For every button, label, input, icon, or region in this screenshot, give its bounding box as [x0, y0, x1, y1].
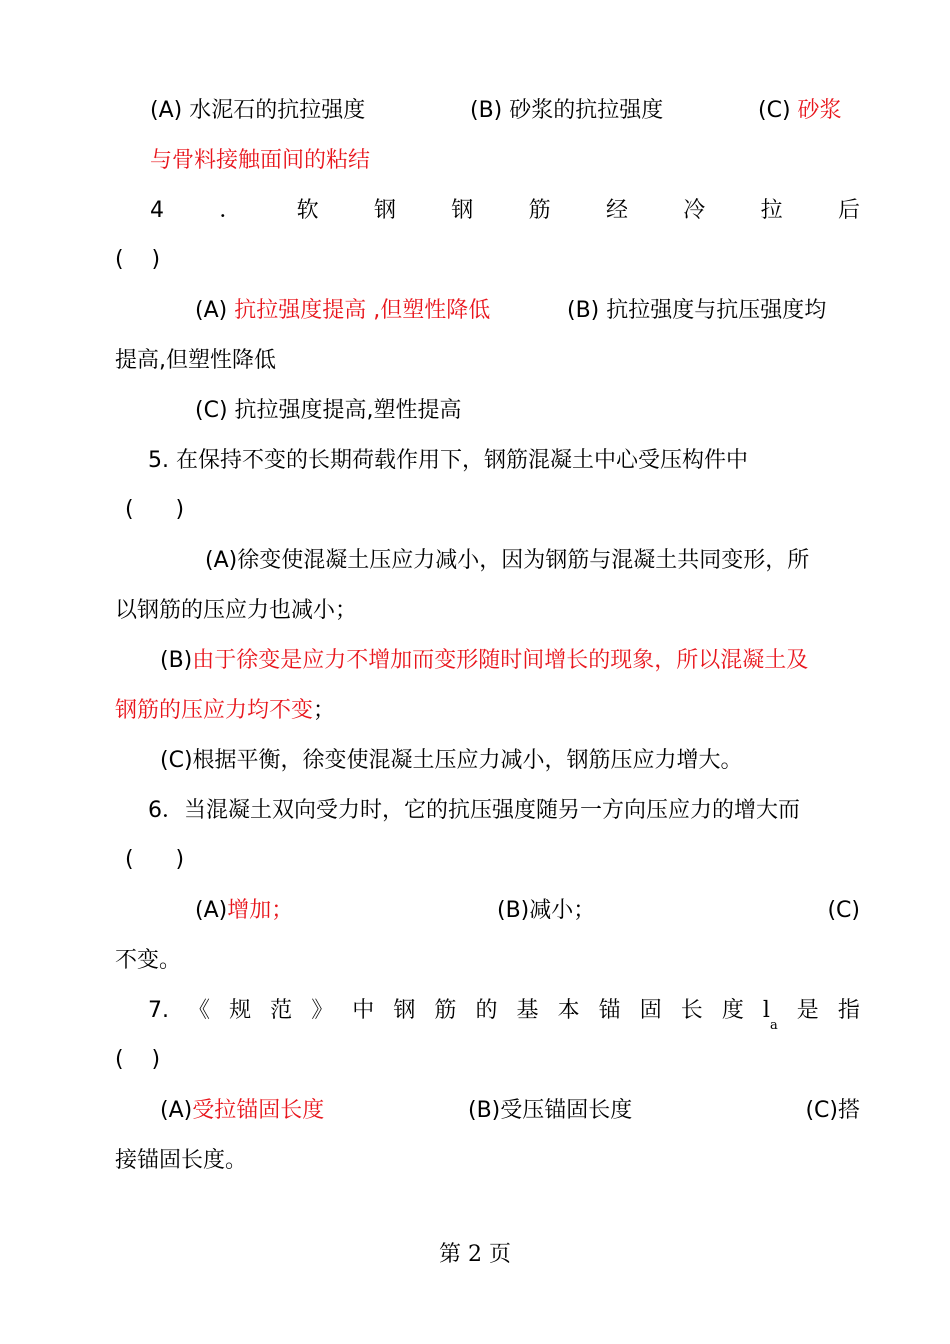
q7-options-line	[160, 1096, 860, 1126]
q3-option-c-prefix: (C)	[758, 98, 798, 123]
q5-question: 5. 在保持不变的长期荷载作用下，钢筋混凝土中心受压构件中	[148, 448, 748, 473]
q7-char: 规	[229, 998, 252, 1023]
q5-option-a: (A)徐变使混凝土压应力减小，因为钢筋与混凝土共同变形，所	[205, 548, 810, 573]
q6-option-c-text: 不变。	[115, 948, 182, 973]
q5-option-a-continuation: 以钢筋的压应力也减小；	[115, 598, 358, 623]
q7-option-a-answer: 受拉锚固长度	[192, 1098, 325, 1123]
q5-option-b-answer: 由于徐变是应力不增加而变形随时间增长的现象，所以混凝土及	[192, 648, 809, 673]
q6-option-a-answer: 增加；	[227, 898, 294, 923]
q7-char: 长	[680, 998, 703, 1023]
q3-options-line	[150, 96, 860, 126]
q7-option-b: (B)受压锚固长度	[468, 1098, 633, 1123]
q4-char: 拉	[760, 198, 783, 223]
q7-char: 7.	[148, 998, 169, 1023]
q6-option-a	[195, 896, 293, 926]
q4-option-ab-line	[195, 296, 860, 326]
q3-option-c	[758, 96, 842, 126]
q7-answer-blank: ( )	[115, 1047, 161, 1072]
q5-option-b-answer-cont: 钢筋的压应力均不变	[115, 698, 314, 723]
q7-char: 基	[516, 998, 539, 1023]
q5-answer-blank: ( )	[125, 497, 185, 522]
q7-char: 钢	[393, 998, 416, 1023]
q4-option-a-answer: 抗拉强度提高 ,但塑性降低	[234, 298, 491, 323]
q7-char: 是	[796, 998, 819, 1023]
q5-option-c: (C)根据平衡，徐变使混凝土压应力减小，钢筋压应力增大。	[160, 748, 743, 773]
q7-option-c: (C)搭	[805, 1098, 860, 1123]
q4-char: 冷	[683, 198, 706, 223]
q4-option-b: (B) 抗拉强度与抗压强度均	[567, 298, 827, 323]
q7-char: 》	[311, 998, 334, 1023]
q3-option-b: (B) 砂浆的抗拉强度	[470, 98, 664, 123]
q7-char: 度	[721, 998, 744, 1023]
q4-char: 钢	[451, 198, 474, 223]
q7-char: 本	[557, 998, 580, 1023]
q7-char: 的	[475, 998, 498, 1023]
q4-char: 4	[150, 198, 164, 223]
q7-char: 《	[188, 998, 211, 1023]
q4-char: 钢	[373, 198, 396, 223]
q6-options-line	[195, 896, 860, 926]
q6-option-b: (B)减小；	[497, 898, 596, 923]
q3-option-c-answer: 砂浆	[797, 98, 842, 123]
q5-option-b-end: ；	[313, 698, 336, 723]
q7-char: 指	[837, 998, 860, 1023]
q4-answer-blank: ( )	[115, 247, 161, 272]
q7-question	[148, 996, 860, 1033]
q4-option-a	[195, 296, 490, 326]
q4-char: 后	[837, 198, 860, 223]
q3-option-c-continuation: 与骨料接触面间的粘结	[150, 148, 371, 173]
q7-char: 范	[270, 998, 293, 1023]
q7-symbol: l	[762, 998, 770, 1023]
q5-option-b-label: (B)	[160, 648, 193, 673]
q7-option-a	[160, 1096, 324, 1126]
q4-char: 软	[296, 198, 319, 223]
q4-char: ．	[219, 198, 242, 223]
q7-char: 固	[639, 998, 662, 1023]
q4-char: 经	[605, 198, 628, 223]
q3-option-a: (A) 水泥石的抗拉强度	[150, 98, 366, 123]
q7-char: 中	[352, 998, 375, 1023]
q6-option-c-label: (C)	[827, 898, 860, 923]
page-number: 第 2 页	[439, 1242, 511, 1267]
q5-option-b	[160, 646, 808, 676]
q6-option-a-label: (A)	[195, 898, 228, 923]
q7-char: 锚	[598, 998, 621, 1023]
q7-option-c-continuation: 接锚固长度。	[115, 1148, 248, 1173]
q4-option-a-label: (A)	[195, 298, 235, 323]
q7-char: 筋	[434, 998, 457, 1023]
q4-question	[150, 196, 860, 226]
q7-symbol-subscript: a	[769, 1018, 778, 1033]
q5-option-b-continuation	[115, 696, 335, 726]
q6-answer-blank: ( )	[125, 847, 185, 872]
q7-option-a-label: (A)	[160, 1098, 193, 1123]
q6-question: 6．当混凝土双向受力时，它的抗压强度随另一方向压应力的增大而	[148, 798, 800, 823]
q4-option-c: (C) 抗拉强度提高,塑性提高	[195, 398, 462, 423]
q4-option-b-continuation: 提高,但塑性降低	[115, 348, 276, 373]
q4-char: 筋	[528, 198, 551, 223]
q7-anchor-length-symbol	[762, 996, 778, 1033]
